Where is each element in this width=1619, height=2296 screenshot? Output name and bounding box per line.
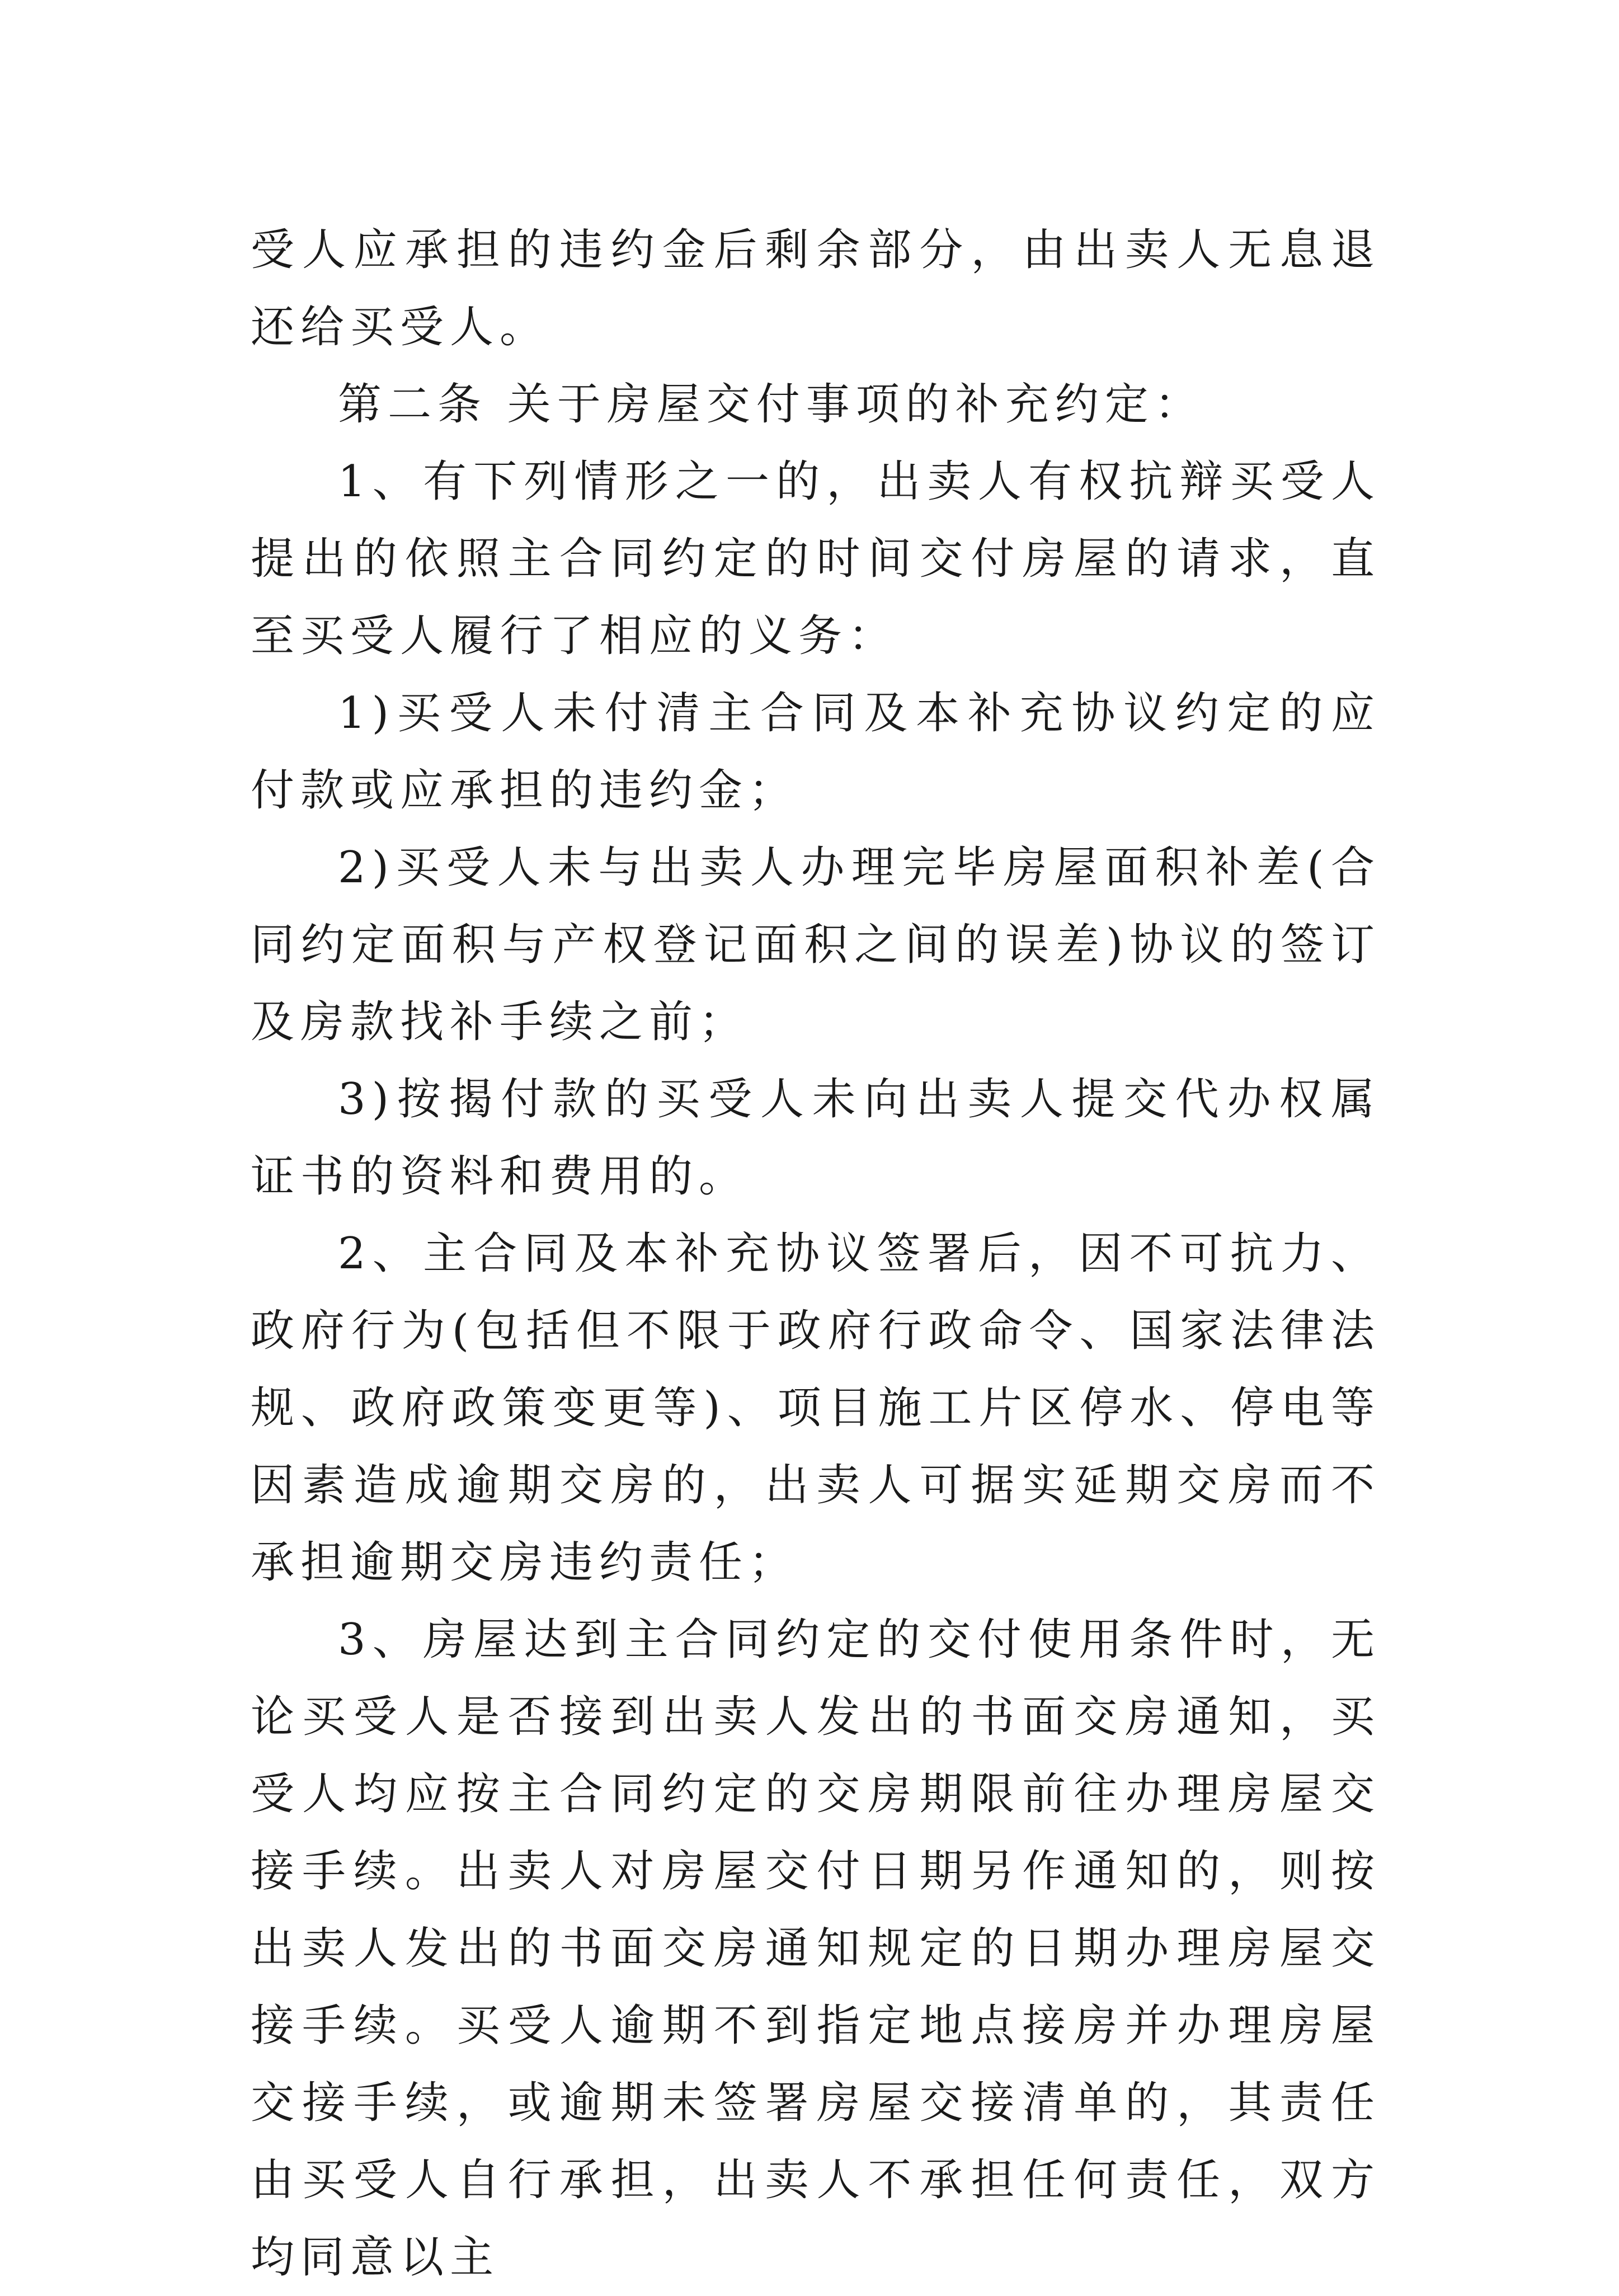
article-2-heading: 第二条 关于房屋交付事项的补充约定： [338, 379, 1204, 430]
clause-1: 1、有下列情形之一的，出卖人有权抗辩买受人提出的依照主合同约定的时间交付房屋的请求，直至买受人履行了相应的义务： [251, 457, 1381, 661]
clause-1-item-2: 2)买受人未与出卖人办理完毕房屋面积补差(合同约定面积与产权登记面积之间的误差)协议的签订及房款找补手续之前； [251, 843, 1381, 1047]
clause-2: 2、主合同及本补充协议签署后，因不可抗力、政府行为(包括但不限于政府行政命令、国家法律法规、政府政策变更等)、项目施工片区停水、停电等因素造成逾期交房的，出卖人可据实延期交房而不承担逾期交房违约责任； [251, 1229, 1381, 1588]
clause-1-item-3: 3)按揭付款的买受人未向出卖人提交代办权属证书的资料和费用的。 [251, 1074, 1381, 1202]
document-body [251, 211, 1381, 2296]
clause-1-item-1: 1)买受人未付清主合同及本补充协议约定的应付款或应承担的违约金； [251, 688, 1381, 816]
paragraph-continuation: 受人应承担的违约金后剩余部分，由出卖人无息退还给买受人。 [251, 225, 1381, 352]
clause-3: 3、房屋达到主合同约定的交付使用条件时，无论买受人是否接到出卖人发出的书面交房通知，买受人均应按主合同约定的交房期限前往办理房屋交接手续。出卖人对房屋交付日期另作通知的，则按出卖人发出的书面交房通知规定的日期办理房屋交接手续。买受人逾期不到指定地点接房并办理房屋交接手续，或逾期未签署房屋交接清单的，其责任由买受人自行承担，出卖人不承担任何责任，双方均同意以主 [251, 1615, 1381, 2283]
